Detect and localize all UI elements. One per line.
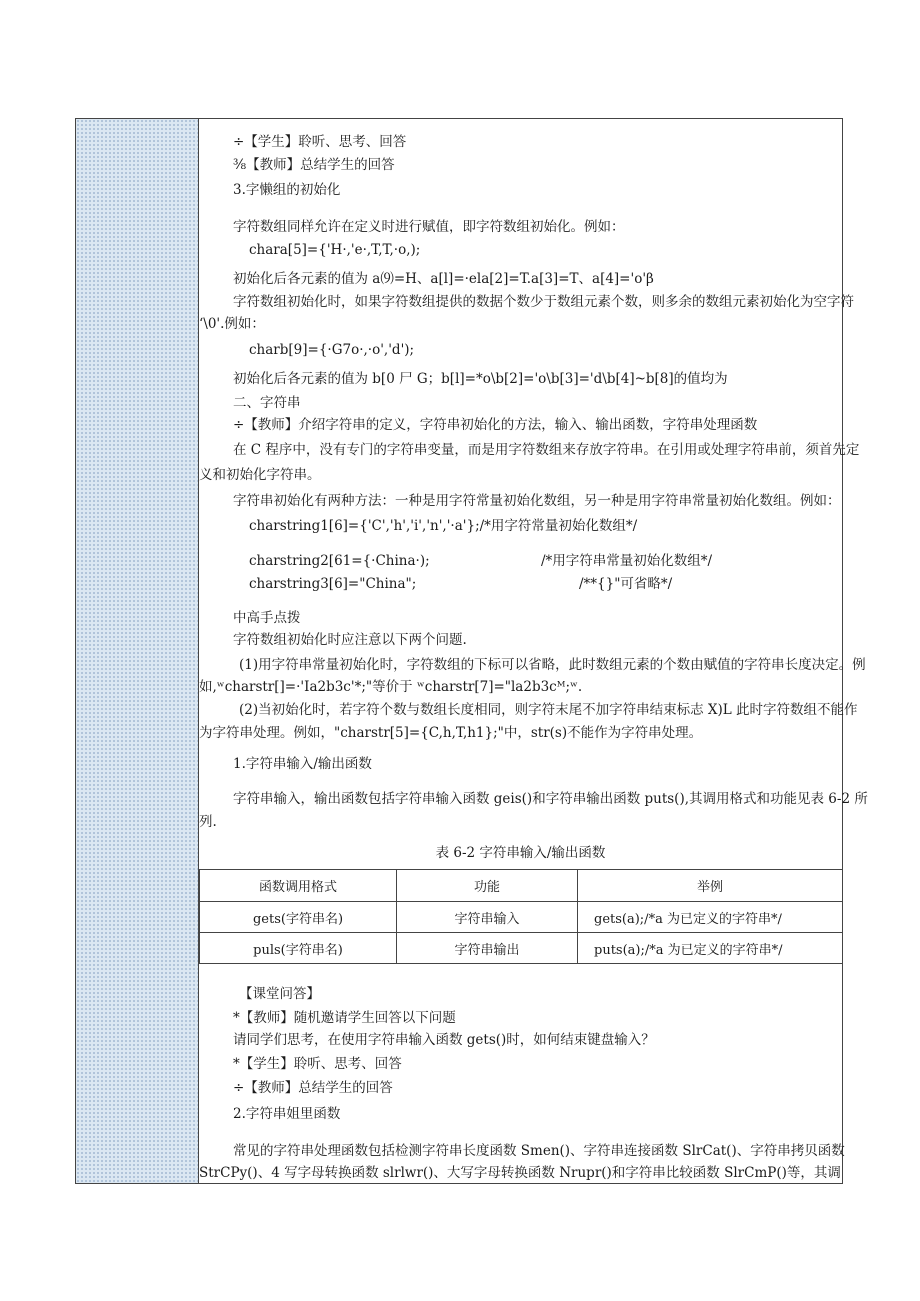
table-caption: 表 6-2 字符串输入/输出函数	[435, 845, 606, 861]
classroom-qa-heading: 【课堂问答】	[239, 986, 320, 1002]
paragraph-line: 常见的字符串处理函数包括检测字符串长度函数 Smen()、字符串连接函数 SlrCat()、字符串拷贝函数	[233, 1143, 845, 1159]
student-listen-line: *【学生】聆听、思考、回答	[233, 1056, 402, 1072]
table-row	[200, 902, 843, 933]
table-header-row	[200, 870, 843, 902]
code-line: charstring3[6]="China";	[249, 576, 417, 592]
function-table	[199, 869, 843, 964]
section-heading-string-functions: 2.字符串姐里函数	[233, 1106, 341, 1122]
table-cell: puls(字符串名)	[200, 933, 397, 964]
paragraph-line: StrCPy()、4 写字母转换函数 slrlwr()、大写字母转换函数 Nrupr()和字符串比较函数 SlrCmP()等，其调	[199, 1165, 841, 1181]
code-line: chara[5]={'H·,'e·,T,T,·o,);	[249, 242, 421, 258]
table-cell: 字符串输入	[397, 902, 578, 933]
paragraph-line: 初始化后各元素的值为 b[0 尸 G；b[l]=*o\b[2]='o\b[3]='d\b[4]~b[8]的值均为	[233, 371, 728, 387]
lesson-table-frame	[75, 118, 868, 1184]
paragraph-line: 字符数组初始化时应注意以下两个问题.	[233, 632, 467, 648]
table-row	[200, 933, 843, 964]
code-comment: /**{}"可省略*/	[579, 576, 673, 592]
teacher-summary-line: ⅜【教师】总结学生的回答	[233, 157, 395, 173]
paragraph-line: 字符串输入，输出函数包括字符串输入函数 geis()和字符串输出函数 puts(),其调用格式和功能见表 6-2 所	[233, 791, 868, 807]
teacher-intro-line: ÷【教师】介绍字符串的定义，字符串初始化的方法，输入、输出函数，字符串处理函数	[233, 417, 758, 433]
section-heading-string: 二、字符串	[233, 395, 301, 411]
paragraph-line: 字符数组初始化时，如果字符数组提供的数据个数少于数组元素个数，则多余的数组元素初始化为空字符	[233, 294, 854, 310]
table-cell: puts(a);/*a 为已定义的字符串*/	[578, 933, 843, 964]
table-header-cell: 功能	[397, 870, 578, 902]
paragraph-line: 字符数组同样允许在定义时进行赋值，即字符数组初始化。例如：	[233, 219, 625, 235]
content-cell	[199, 119, 868, 1183]
student-listen-line: ÷【学生】聆听、思考、回答	[233, 134, 407, 150]
table-cell: 字符串输出	[397, 933, 578, 964]
section-heading-array-init: 3.字懒组的初始化	[233, 182, 341, 198]
paragraph-line: 列.	[199, 814, 217, 830]
code-line: charstring1[6]={'C','h','i','n','·a'};/*用字符常量初始化数组*/	[249, 518, 638, 534]
paragraph-line: 在 C 程序中，没有专门的字符串变量，而是用字符数组来存放字符串。在引用或处理字符串前，须首先定	[233, 442, 860, 458]
code-line: charb[9]={·G7o·,·o','d');	[249, 342, 415, 358]
table-header-cell: 函数调用格式	[200, 870, 397, 902]
paragraph-line: 字符串初始化有两种方法：一种是用字符常量初始化数组，另一种是用字符串常量初始化数组。例如：	[233, 493, 841, 509]
question-line: 请同学们思考，在使用字符串输入函数 gets()时，如何结束键盘输入？	[233, 1032, 655, 1048]
paragraph-line: 如,ʷcharstr[]=·'Ia2b3c'*;"等价于 ʷcharstr[7]="la2b3cᴹ;ʷ.	[199, 679, 583, 695]
tip-heading: 中高手点拨	[233, 610, 301, 626]
code-line: charstring2[61={·China·);	[249, 553, 430, 569]
teacher-summary-line: ÷【教师】总结学生的回答	[233, 1080, 393, 1096]
paragraph-line: 为字符串处理。例如，"charstr[5]={C,h,T,h1};"中，str(s)不能作为字符串处理。	[199, 725, 703, 741]
table-cell: gets(a);/*a 为已定义的字符串*/	[578, 902, 843, 933]
paragraph-line: ‘\0'.例如：	[199, 316, 265, 332]
table-cell: gets(字符串名)	[200, 902, 397, 933]
paragraph-line: 初始化后各元素的值为 a⑼=H、a[l]=·ela[2]=T.a[3]=T、a[4]='o'β	[233, 271, 654, 287]
paragraph-line: 义和初始化字符串。	[199, 467, 321, 483]
teacher-invite-line: *【教师】随机邀请学生回答以下问题	[233, 1010, 456, 1026]
left-shaded-column	[76, 119, 199, 1183]
paragraph-line: (2)当初始化时，若字符个数与数组长度相同，则字符末尾不加字符串结束标志 X)L 此时字符数组不能作	[239, 702, 858, 718]
table-header-cell: 举例	[578, 870, 843, 902]
paragraph-line: (1)用字符串常量初始化时，字符数组的下标可以省略，此时数组元素的个数由赋值的字符串长度决定。例	[239, 657, 866, 673]
section-heading-io: 1.字符串输入/输出函数	[233, 756, 372, 772]
code-comment: /*用字符串常量初始化数组*/	[541, 553, 713, 569]
